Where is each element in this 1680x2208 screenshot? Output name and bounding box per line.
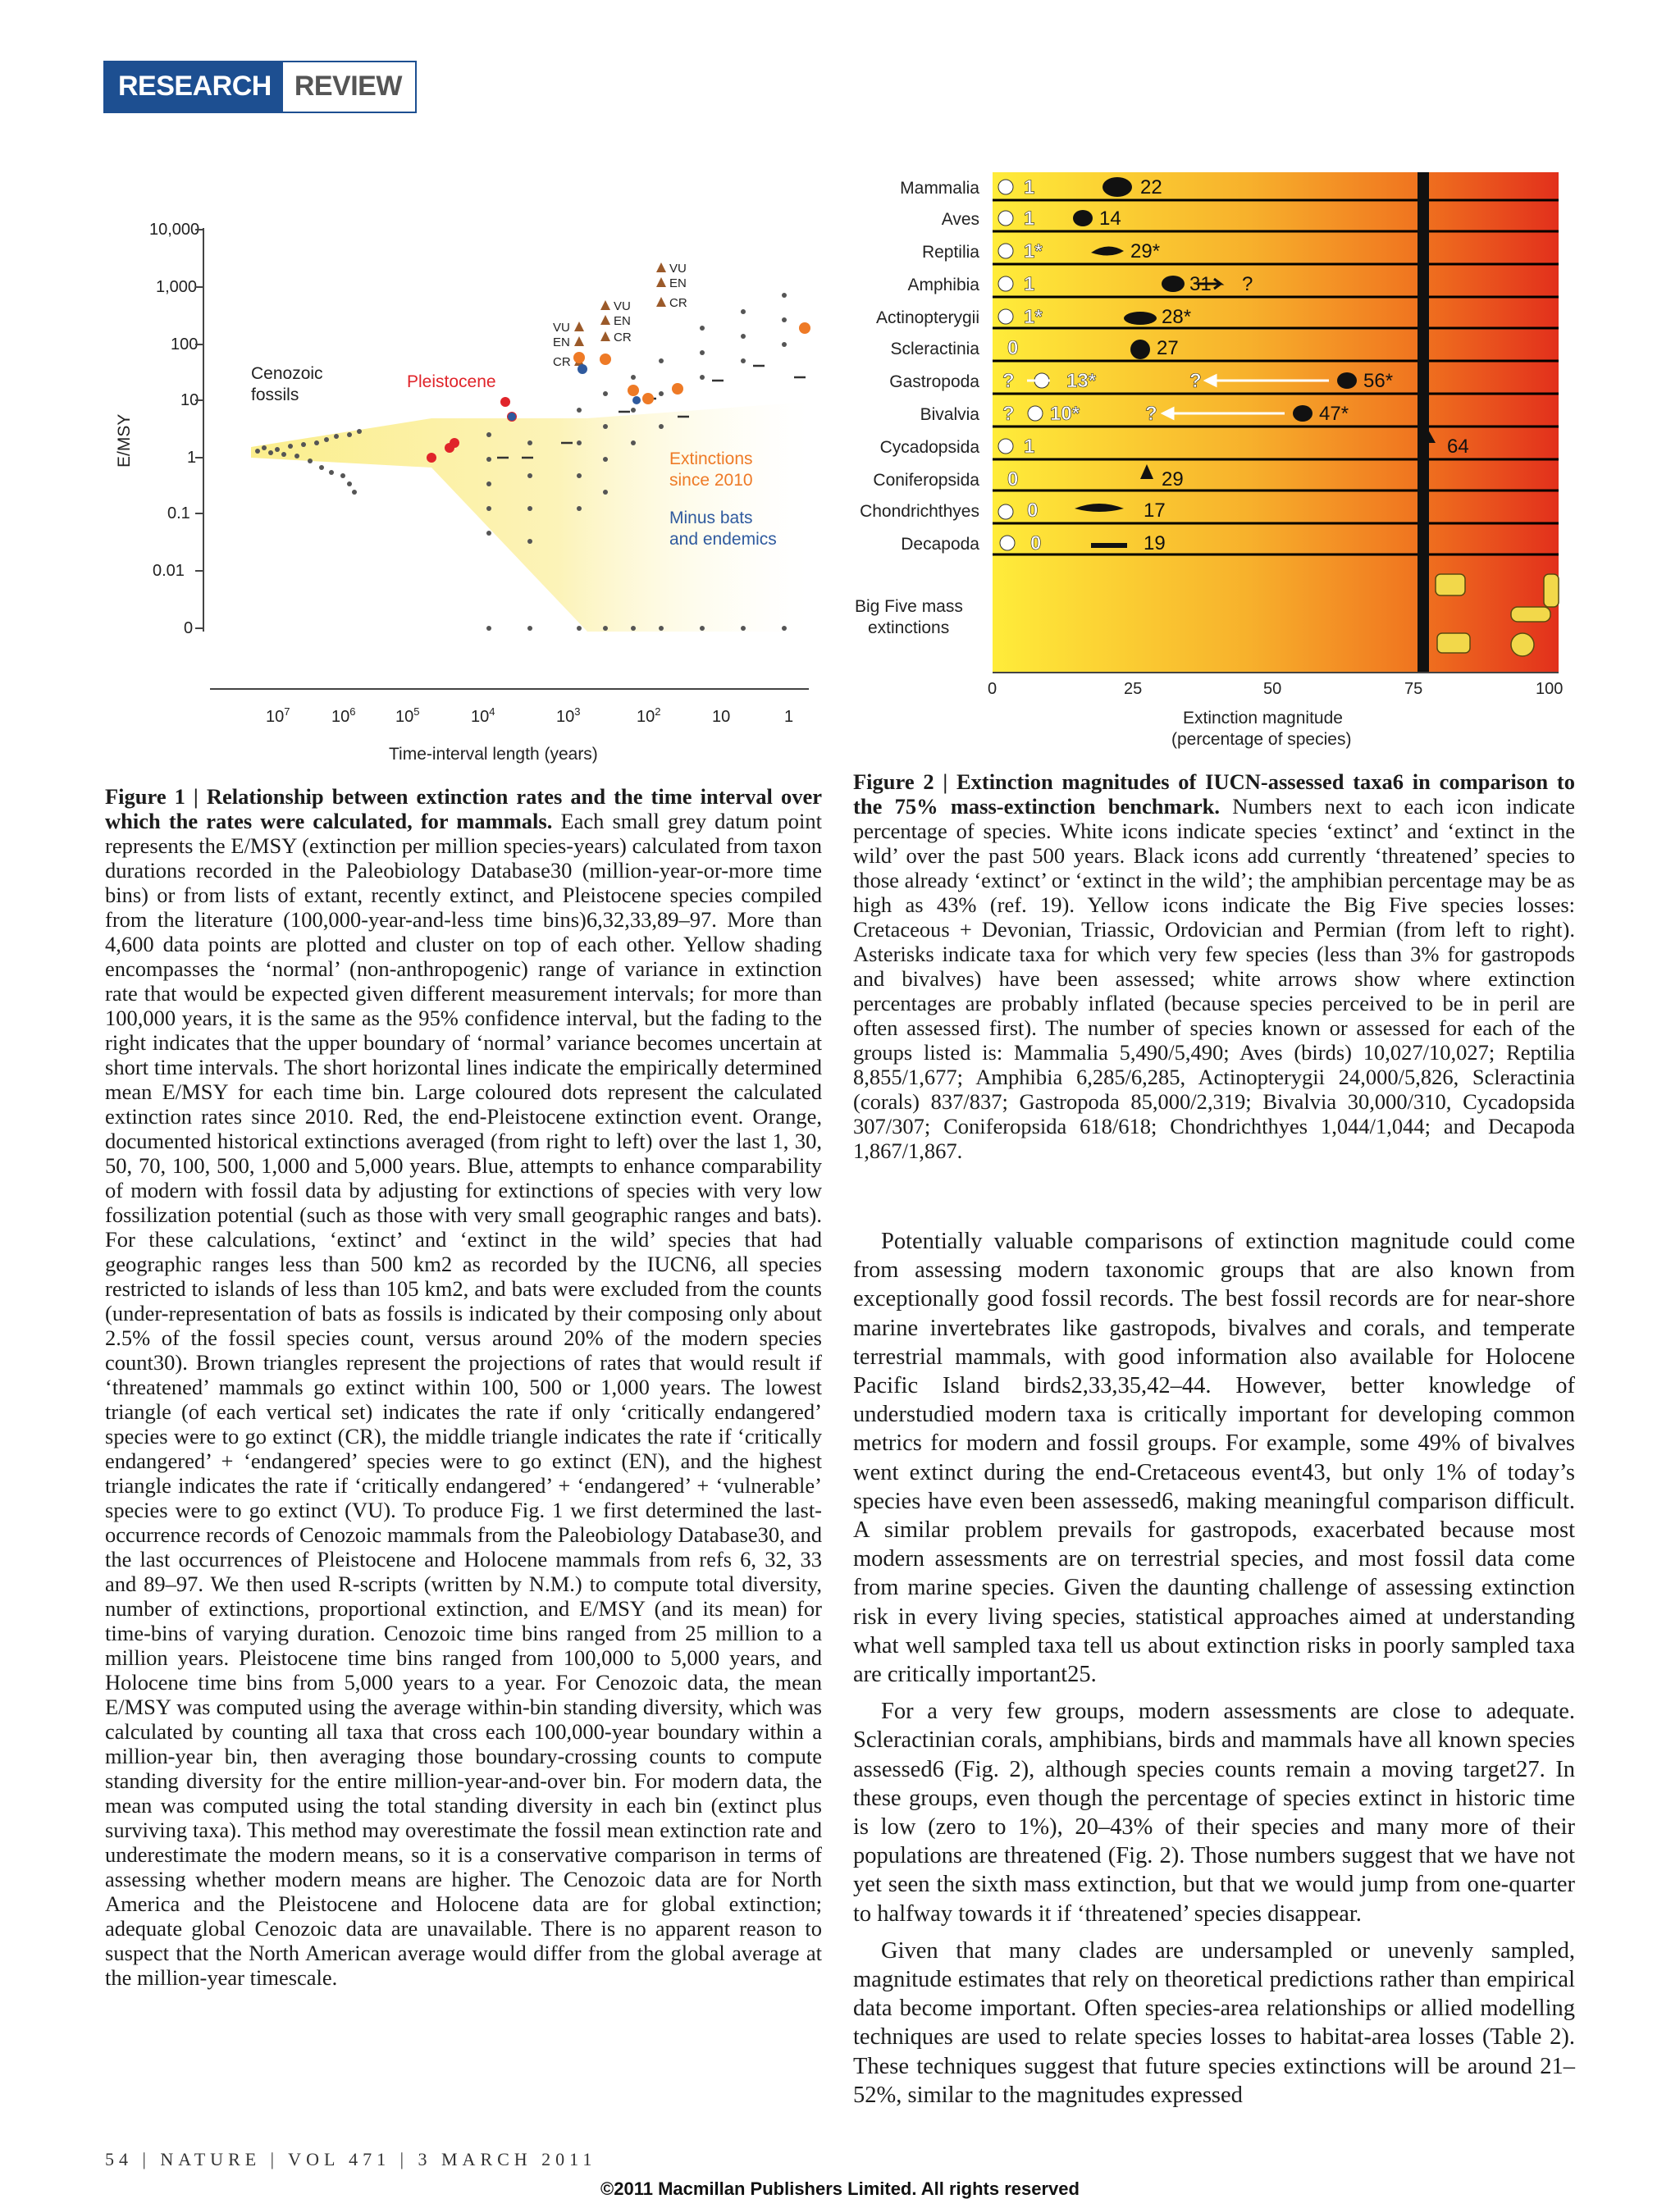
y-tick: 1,000	[156, 278, 198, 296]
svg-text:64: 64	[1447, 436, 1469, 458]
svg-text:EN: EN	[614, 314, 631, 328]
figure-1-chart	[103, 197, 825, 771]
svg-text:13*: 13*	[1066, 370, 1097, 392]
fish-icon	[1124, 312, 1157, 325]
svg-text:0: 0	[1030, 532, 1042, 554]
x-tick: $10^4$	[471, 705, 495, 726]
white-fish-icon	[998, 309, 1013, 324]
svg-text:1: 1	[1024, 436, 1035, 458]
svg-text:56*: 56*	[1363, 370, 1394, 392]
white-lobster-icon	[1000, 536, 1015, 550]
svg-text:?: ?	[1002, 370, 1015, 392]
reptile-fossil-icon	[1437, 633, 1470, 653]
row-label: Scleractinia	[890, 340, 979, 358]
modern-orange-dots	[573, 322, 810, 404]
figure-2-caption-text: Numbers next to each icon indicate percentage of species. White icons indicate species ‘extinct’ and ‘extinct in the wild’ over the past 500 years. Black icons add currently ‘threatened’ species to those already ‘extinct’ or ‘extinct in the wild’; the amphibian percentage may be as high as 43% (ref. 19). Yellow icons indicate the Big Five species losses: Cretaceous + Devonian, Triassic, Ordovician and Permian (from left to right). Asterisks indicate taxa for which very few species (less than 3% for gastropods and bivalves) have been assessed; white arrows show where extinction percentages are probably inflated (because species perceived to be in peril are often assessed first). The number of species known or assessed for each of the groups listed is: Mammalia 5,490/5,490; Aves (birds) 10,027/10,027; Reptilia 8,855/1,677; Amphibia 6,285/6,285, Actinopterygii 24,000/5,826, Scleractinia (corals) 837/837; Gastropoda 85,000/2,319; Bivalvia 30,000/310, Cycadopsida 307/307; Coniferopsida 618/618; Chondrichthyes 1,044/1,044; and Decapoda 1,867/1,867.	[853, 794, 1576, 1163]
header-research: RESEARCH	[105, 62, 283, 112]
svg-text:CR: CR	[614, 331, 632, 344]
fish-fossil-icon	[1511, 607, 1550, 622]
svg-text:27: 27	[1157, 337, 1179, 359]
svg-text:19: 19	[1144, 532, 1166, 554]
dodo-icon	[1073, 210, 1093, 226]
threatened-triangles	[553, 262, 687, 369]
svg-text:1: 1	[1024, 273, 1035, 295]
label-extinctions-2: since 2010	[669, 471, 753, 490]
white-cycad-icon	[998, 439, 1013, 454]
shell-icon	[1511, 633, 1534, 656]
svg-text:?: ?	[1145, 403, 1157, 425]
x-tick: $10^5$	[395, 705, 420, 726]
svg-text:29: 29	[1162, 468, 1184, 490]
x-tick: 100	[1536, 680, 1564, 698]
x-axis-label: Time-interval length (years)	[389, 745, 598, 764]
y-axis-ticks	[149, 221, 199, 637]
svg-text:22: 22	[1140, 176, 1162, 198]
figure-1-caption	[105, 784, 822, 1990]
svg-text:17: 17	[1144, 500, 1166, 522]
figure-2-caption	[853, 769, 1575, 1163]
y-tick: 1	[187, 449, 197, 467]
y-axis-label: E/MSY	[115, 413, 134, 468]
svg-text:?: ?	[1189, 370, 1202, 392]
row-label: Coniferopsida	[873, 471, 979, 490]
svg-text:VU: VU	[614, 299, 631, 313]
paragraph: Given that many clades are undersampled or unevenly sampled, magnitude estimates that rely on theoretical predictions rather than empirical data become important. Often species-area relationships or allied modelling techniques are used to relate species losses to habitat-area losses (Table 2). These techniques suggest that future species extinctions will be around 21–52%, similar to the magnitudes expressed	[853, 1937, 1575, 2108]
x-tick: $10^6$	[331, 705, 356, 726]
label-pleistocene: Pleistocene	[407, 372, 496, 391]
svg-text:VU: VU	[669, 262, 687, 276]
svg-text:0: 0	[1027, 500, 1039, 522]
svg-text:EN: EN	[553, 335, 570, 349]
row-label: Reptilia	[921, 243, 979, 262]
x-axis-label-2: (percentage of species)	[1171, 730, 1352, 749]
white-amphibian-icon	[998, 276, 1013, 291]
row-label: Decapoda	[901, 535, 979, 554]
figure-1-caption-text: Each small grey datum point represents the E/MSY (extinction per million species-years) calculated from taxon durations recorded in the Paleobiology Database30 (million-year-or-more time bins) or from lists of extant, recently extinct, and Pleistocene species compiled from the literature (100,000-year-and-less time bins)6,32,33,89–97. More than 4,600 data points are plotted and cluster on top of each other. Yellow shading encompasses the ‘normal’ (non-anthropogenic) range of variance in extinction rate that would be expected given different measurement intervals; for more than 100,000 years, it is the same as the 95% confidence interval, but the fading to the right indicates that the upper boundary of ‘normal’ variance becomes uncertain at short time intervals. The short horizontal lines indicate the empirically determined mean E/MSY for each time bin. Large coloured dots represent the calculated extinction rates since 2010. Red, the end-Pleistocene extinction event. Orange, documented historical extinctions averaged (from right to left) over the last 1, 30, 50, 70, 100, 500, 1,000 and 5,000 years. Blue, attempts to enhance comparability of modern with fossil data by adjusting for extinctions of species with very low fossilization potential (such as those with very small geographic ranges and bats). For these calculations, ‘extinct’ and ‘extinct in the wild’ species that had geographic ranges less than 500 km2 as recorded by the IUCN6, all species restricted to islands of less than 105 km2, and bats were excluded from the counts (under-representation of bats as fossils is indicated by their composing only about 2.5% of the fossil species count, versus around 20% of the modern species count30). Brown triangles represent the projections of rates that would result if ‘threatened’ mammals go extinct within 100, 500 or 1,000 years. The lowest triangle (of each vertical set) indicates the rate if only ‘critically endangered’ species were to go extinct (CR), the middle triangle indicates the rate if ‘critically endangered’ + ‘endangered’ species were to go extinct (EN), and the highest triangle indicates the rate if ‘critically endangered’ + ‘endangered’ + ‘vulnerable’ species were to go extinct (VU). To produce Fig. 1 we first determined the last-occurrence records of Cenozoic mammals from the Paleobiology Database30, and the last occurrences of Pleistocene and Holocene mammals from refs 6, 32, 33 and 89–97. We then used R-scripts (written by N.M.) to compute total diversity, number of extinctions, proportional extinction, and E/MSY (and its mean) for time-bins of varying duration. Cenozoic time bins ranged from 25 million to a million years. Pleistocene time bins ranged from 100,000 to 5,000 years, and Holocene time bins from 5,000 years to a year. For Cenozoic data, the mean E/MSY was computed using the average within-bin standing diversity, which was calculated by counting all taxa that cross each 100,000-year boundary within a million-year bin, then averaging those boundary-crossing counts to compute standing diversity for the entire million-year-and-over bin. For modern data, the mean was computed using the total standing diversity in each bin (extinct plus surviving taxa). This method may overestimate the fossil mean extinction rate and underestimate the modern means, so it is a conservative comparison in terms of assessing whether modern means are higher. The Cenozoic data are for North America and the Pleistocene and Holocene data are for global extinction; adequate global Cenozoic data are unavailable. There is no apparent reason to suspect that the North American average would differ from the global average at the million-year timescale.	[105, 809, 822, 1990]
y-tick: 10	[180, 391, 199, 409]
x-axis-ticks	[266, 705, 793, 726]
svg-text:0: 0	[1007, 468, 1019, 490]
copyright-notice: ©2011 Macmillan Publishers Limited. All rights reserved	[600, 2178, 1080, 2199]
white-reptile-icon	[998, 244, 1013, 258]
row-label: Amphibia	[907, 276, 979, 294]
x-tick: 1	[784, 708, 794, 726]
label-cenozoic: Cenozoic	[251, 364, 323, 383]
row-label: Mammalia	[900, 179, 979, 198]
svg-text:CR: CR	[553, 355, 571, 369]
clam-icon	[1293, 405, 1312, 422]
y-tick: 100	[171, 335, 199, 354]
svg-text:31: 31	[1189, 273, 1212, 295]
frog-icon	[1162, 276, 1185, 292]
figure-1-caption-title: Figure 1 | Relationship between extinction rates and the time interval over which the rates were calculated, for mammals.	[105, 784, 822, 833]
svg-text:CR: CR	[669, 296, 687, 310]
label-minus-1: Minus bats	[669, 509, 753, 527]
x-tick: $10^3$	[556, 705, 581, 726]
x-tick: $10^7$	[266, 705, 290, 726]
row-label: Actinopterygii	[875, 308, 979, 327]
row-label: Cycadopsida	[879, 438, 979, 457]
svg-text:1: 1	[1024, 176, 1035, 198]
x-tick: $10^2$	[637, 705, 661, 726]
white-mammal-icon	[998, 180, 1013, 194]
big-five-label-2: extinctions	[868, 618, 950, 637]
paragraph: For a very few groups, modern assessments are close to adequate. Scleractinian corals, amphibians, birds and mammals have all known species assessed6 (Fig. 2), although species counts remain a moving target27. In these groups, even though the percentage of species extinct in historic time is low (zero to 1%), 20–43% of their species and many more of their populations are threatened (Fig. 2). Those numbers suggest that we have not yet seen the sixth mass extinction, but that we would jump from one-quarter to halfway towards it if ‘threatened’ species disappear.	[853, 1699, 1575, 1927]
svg-text:?: ?	[1242, 273, 1253, 295]
svg-text:47*: 47*	[1319, 403, 1349, 425]
x-axis-label-1: Extinction magnitude	[1183, 709, 1343, 728]
x-tick: 25	[1124, 680, 1143, 698]
row-label: Gastropoda	[889, 372, 979, 391]
x-tick: 0	[988, 680, 998, 698]
svg-text:0: 0	[1007, 337, 1019, 359]
row-label: Aves	[941, 210, 979, 229]
svg-text:10*: 10*	[1050, 403, 1080, 425]
snail-icon	[1337, 372, 1357, 389]
x-tick: 10	[712, 708, 731, 726]
trilobite-icon	[1544, 574, 1559, 607]
figure-2-chart	[845, 164, 1583, 763]
header-review: REVIEW	[283, 62, 415, 112]
label-fossils: fossils	[251, 385, 299, 404]
svg-text:EN: EN	[669, 276, 687, 290]
row-label: Bivalvia	[920, 405, 979, 424]
svg-text:28*: 28*	[1162, 306, 1192, 328]
dinosaur-icon	[1436, 574, 1465, 595]
y-tick: 0	[184, 619, 194, 637]
svg-text:VU: VU	[553, 321, 570, 335]
section-header	[103, 61, 417, 113]
svg-text:29*: 29*	[1130, 240, 1161, 262]
x-tick: 50	[1263, 680, 1282, 698]
svg-text:14: 14	[1099, 208, 1121, 230]
paragraph: Potentially valuable comparisons of extinction magnitude could come from assessing modern taxonomic groups that are also known from exceptionally good fossil records. The best fossil records are for near-shore marine invertebrates like gastropods, bivalves and corals, and temperate terrestrial mammals, with good information also available for Holocene Pacific Island birds2,33,35,42–44. However, better knowledge of understudied modern taxa is critically important for developing common metrics for modern and fossil groups. For example, some 49% of bivalves went extinct during the end-Cretaceous event43, but only 1% of today’s species have even been assessed6, making meaningful comparison difficult. A similar problem prevails for gastropods, exacerbated because most modern assessments are on terrestrial species, and most fossil data come from marine species. Given the daunting challenge of assessing extinction risk in every living species, statistical approaches aimed at understanding what well sampled taxa tell us about extinction risks in poorly sampled taxa are critically important25.	[853, 1229, 1575, 1688]
label-minus-2: and endemics	[669, 530, 777, 549]
coral-icon	[1130, 340, 1150, 359]
svg-text:?: ?	[1002, 403, 1015, 425]
white-bird-icon	[998, 211, 1013, 226]
x-tick: 75	[1404, 680, 1423, 698]
body-text	[853, 1227, 1575, 2118]
white-shark-icon	[998, 504, 1013, 519]
figure-2-caption-title: Figure 2 | Extinction magnitudes of IUCN-assessed taxa6 in comparison to the 75% mass-extinction benchmark.	[853, 769, 1575, 819]
y-tick: 0.1	[167, 504, 190, 522]
y-tick: 0.01	[153, 562, 185, 580]
row-labels	[860, 179, 979, 554]
page-footer: 54 | NATURE | VOL 471 | 3 MARCH 2011	[105, 2149, 597, 2169]
svg-text:1: 1	[1024, 208, 1035, 230]
mammoth-icon	[1102, 177, 1132, 197]
white-clam-icon	[1028, 406, 1043, 421]
svg-text:1*: 1*	[1024, 306, 1043, 328]
big-five-label-1: Big Five mass	[855, 597, 963, 616]
y-tick: 10,000	[149, 221, 200, 239]
label-extinctions-1: Extinctions	[669, 449, 753, 468]
benchmark-75-line	[1418, 172, 1429, 673]
row-label: Chondrichthyes	[860, 502, 979, 521]
svg-text:1*: 1*	[1024, 240, 1043, 262]
lobster-icon	[1091, 543, 1127, 548]
